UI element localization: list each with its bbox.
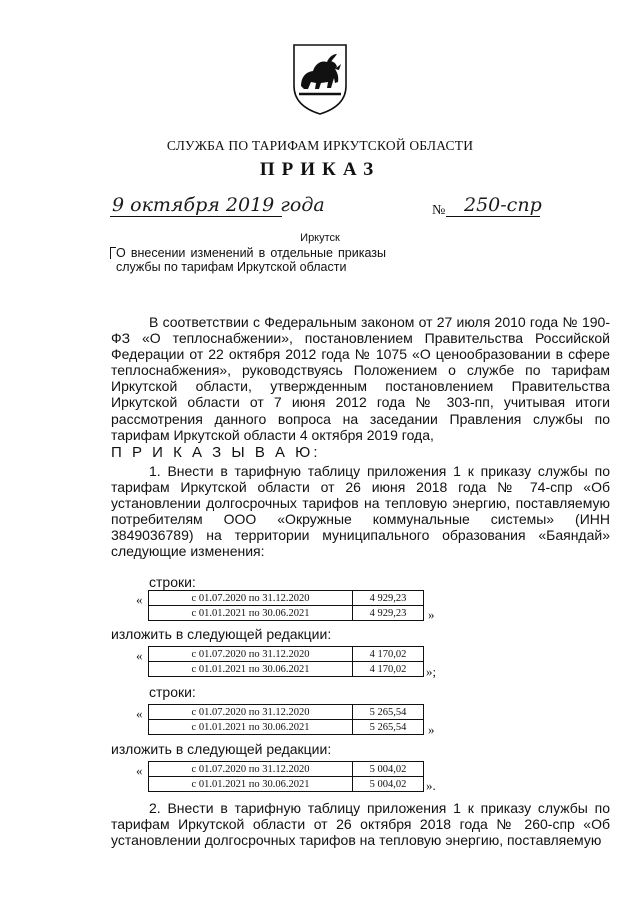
table-row <box>149 606 424 621</box>
table-row <box>149 591 424 606</box>
number-label: № <box>432 203 446 218</box>
period-cell: с 01.07.2020 по 31.12.2020 <box>149 762 353 777</box>
value-cell: 5 004,02 <box>353 762 424 777</box>
open-quote-1: « <box>136 592 143 607</box>
close-quote-4: ». <box>426 778 436 793</box>
value-cell: 5 004,02 <box>353 777 424 792</box>
period-cell: с 01.07.2020 по 31.12.2020 <box>149 591 353 606</box>
value-cell: 4 929,23 <box>353 591 424 606</box>
tariff-table-old-2 <box>148 704 424 735</box>
lines-label-2: строки: <box>149 684 196 700</box>
close-quote-3: » <box>428 722 435 737</box>
item1-text: 1. Внести в тарифную таблицу приложения 1 к приказу службы по тарифам Иркутской области от 26 июня 2018 года № 74-спр «Об установлении долгосрочных тарифов на тепловую энергию, поставляемую потребителям ООО «Окружные коммунальные системы» (ИНН 3849036789) на территории муниципального образования «Баяндай» следующие изменения: <box>111 463 610 560</box>
period-cell: с 01.01.2021 по 30.06.2021 <box>149 720 353 735</box>
tariff-table-old-1 <box>148 590 424 621</box>
period-cell: с 01.07.2020 по 31.12.2020 <box>149 647 353 662</box>
close-quote-2: »; <box>426 664 437 679</box>
open-quote-2: « <box>136 648 143 663</box>
item2-text: 2. Внести в тарифную таблицу приложения 1 к приказу службы по тарифам Иркутской области от 26 октября 2018 года № 260-спр «Об установлении долгосрочных тарифов на тепловую энергию, поставляемую <box>111 800 610 849</box>
order-word: П Р И К А З Ы В А Ю: <box>111 444 321 461</box>
period-cell: с 01.07.2020 по 31.12.2020 <box>149 705 353 720</box>
tariff-table-new-1 <box>148 646 424 677</box>
table-row <box>149 762 424 777</box>
open-quote-3: « <box>136 706 143 721</box>
document-title: ПРИКАЗ <box>259 159 381 180</box>
value-cell: 5 265,54 <box>353 705 424 720</box>
close-quote-1: » <box>428 607 435 622</box>
period-cell: с 01.01.2021 по 30.06.2021 <box>149 662 353 677</box>
edit-label-1: изложить в следующей редакции: <box>111 626 332 642</box>
table-row <box>149 647 424 662</box>
value-cell: 4 170,02 <box>353 662 424 677</box>
table-row <box>149 777 424 792</box>
period-cell: с 01.01.2021 по 30.06.2021 <box>149 606 353 621</box>
agency-name: СЛУЖБА ПО ТАРИФАМ ИРКУТСКОЙ ОБЛАСТИ <box>166 138 474 153</box>
edit-label-2: изложить в следующей редакции: <box>111 741 332 757</box>
subject-text: О внесении изменений в отдельные приказы службы по тарифам Иркутской области <box>116 246 386 274</box>
period-cell: с 01.01.2021 по 30.06.2021 <box>149 777 353 792</box>
value-cell: 4 170,02 <box>353 647 424 662</box>
table-row <box>149 662 424 677</box>
irkutsk-coat-of-arms-icon <box>291 42 349 116</box>
open-quote-4: « <box>136 763 143 778</box>
preamble: В соответствии с Федеральным законом от 27 июля 2010 года № 190-ФЗ «О теплоснабжении», постановлением Правительства Российской Федерации от 22 октября 2012 года № 1075 «О ценообразовании в сфере теплоснабжения», руководствуясь Положением о службе по тарифам Иркутской области, утвержденным постановлением Правительства Иркутской области от 7 июня 2012 года № 303-пп, учитывая итоги рассмотрения данного вопроса на заседании Правления службы по тарифам Иркутской области 4 октября 2019 года, <box>111 314 610 443</box>
handwritten-date: 9 октября 2019 года <box>112 194 325 216</box>
date-underline <box>110 216 282 217</box>
city: Иркутск <box>300 232 340 244</box>
number-underline <box>446 216 540 217</box>
table-row <box>149 720 424 735</box>
value-cell: 5 265,54 <box>353 720 424 735</box>
handwritten-number: 250-спр <box>464 194 542 216</box>
value-cell: 4 929,23 <box>353 606 424 621</box>
tariff-table-new-2 <box>148 761 424 792</box>
table-row <box>149 705 424 720</box>
lines-label-1: строки: <box>149 574 196 590</box>
